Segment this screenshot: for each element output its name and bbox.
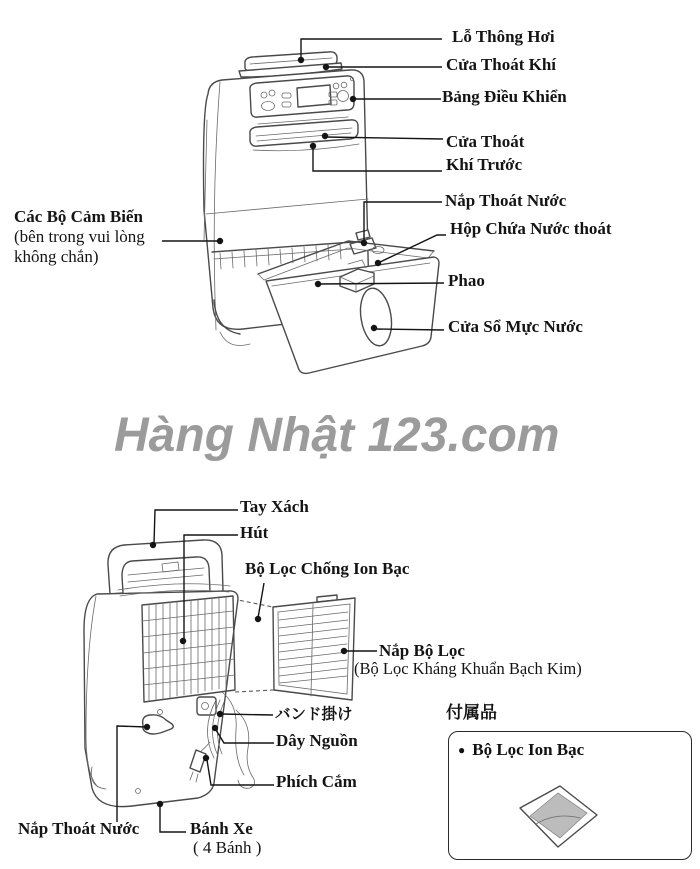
- dehumidifier-back-body: [84, 540, 355, 807]
- accessory-heading: 付属品: [446, 703, 497, 723]
- label-silver-ion-filter: Bộ Lọc Chống Ion Bạc: [245, 559, 410, 578]
- label-control-panel: Bảng Điều Khiển: [442, 87, 567, 106]
- label-filter-cover: Nắp Bộ Lọc: [379, 641, 465, 660]
- label-sensors-line1: Các Bộ Cảm Biến: [14, 207, 143, 226]
- label-front-outlet-line2: Khí Trước: [446, 155, 523, 174]
- label-sensors-line3: không chắn): [14, 247, 99, 266]
- label-handle: Tay Xách: [240, 497, 309, 516]
- label-plug: Phích Cắm: [276, 772, 357, 791]
- dehumidifier-front-body: [204, 52, 440, 374]
- label-front-outlet-line1: Cửa Thoát: [446, 132, 525, 151]
- bullet-icon: ●: [458, 743, 466, 757]
- label-drain-cap-back: Nắp Thoát Nước: [18, 819, 140, 838]
- label-power-cord: Dây Nguồn: [276, 731, 358, 750]
- label-wheels-sub: ( 4 Bánh ): [193, 838, 262, 857]
- label-water-level-window: Cửa Sổ Mực Nước: [448, 317, 583, 336]
- front-view-illustration: [0, 0, 700, 400]
- label-filter-cover-sub: (Bộ Lọc Kháng Khuẩn Bạch Kim): [354, 659, 582, 678]
- label-sensors-line2: (bên trong vui lòng: [14, 227, 145, 246]
- label-drain-cap-front: Nắp Thoát Nước: [445, 191, 567, 210]
- label-air-outlet: Cửa Thoát Khí: [446, 55, 557, 74]
- label-sensors: [14, 207, 145, 267]
- accessory-item-label: Bộ Lọc Ion Bạc: [472, 740, 585, 759]
- accessory-item: [458, 740, 584, 760]
- label-front-outlet: [446, 130, 524, 176]
- label-cord-hook: バンド掛け: [275, 705, 353, 723]
- label-vent-hole: Lỗ Thông Hơi: [452, 27, 555, 46]
- label-wheels: Bánh Xe: [190, 819, 253, 838]
- label-intake: Hút: [240, 523, 269, 542]
- watermark-text: Hàng Nhật 123.com: [114, 409, 560, 462]
- label-water-tank: Hộp Chứa Nước thoát: [450, 219, 612, 238]
- label-float: Phao: [448, 271, 485, 290]
